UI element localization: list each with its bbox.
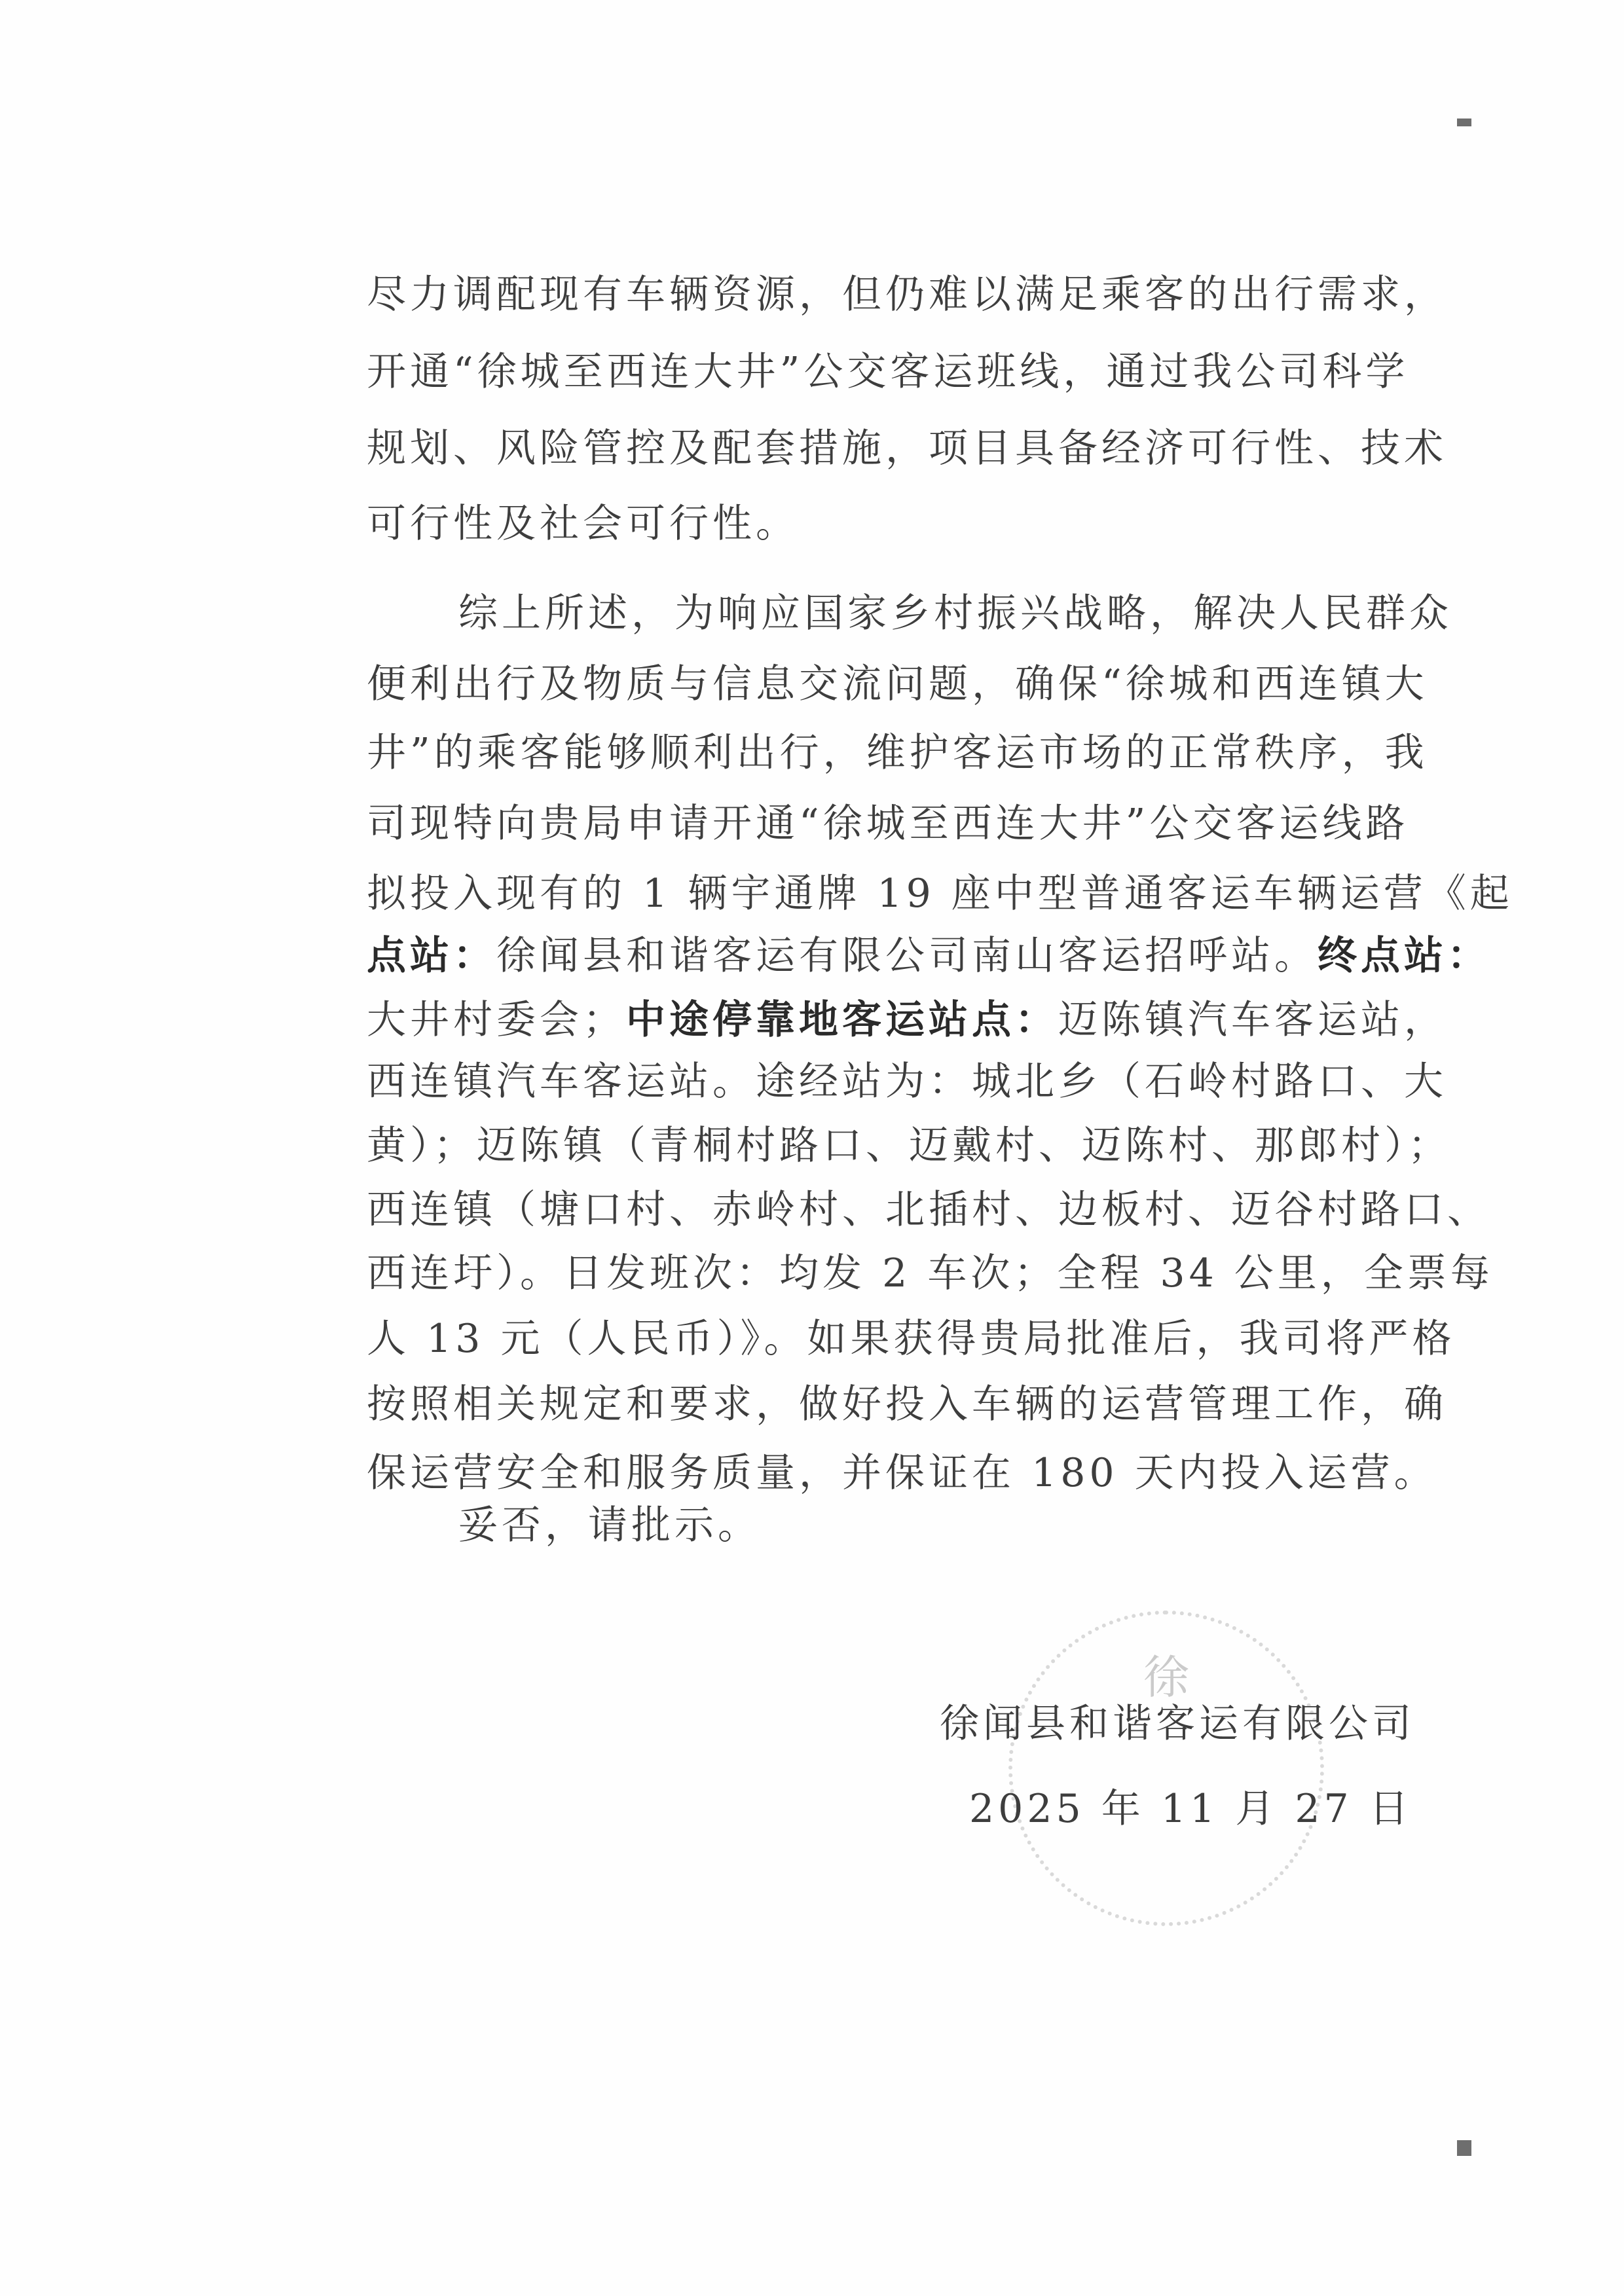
- paragraph-1-line-3: 规划、风险管控及配套措施，项目具备经济可行性、技术: [367, 426, 1447, 471]
- company-seal-stamp: [1008, 1611, 1324, 1926]
- end-station-value: 大井村委会；: [367, 997, 626, 1043]
- paragraph-1-line-4: 可行性及社会可行性。: [367, 501, 799, 547]
- signature-company: 徐闻县和谐客运有限公司: [940, 1701, 1415, 1747]
- paragraph-2-line-14: 保运营安全和服务质量，并保证在 180 天内投入运营。: [367, 1450, 1437, 1496]
- paragraph-2-line-2: 便利出行及物质与信息交流问题，确保“徐城和西连镇大: [367, 661, 1428, 707]
- paragraph-2-line-8: 西连镇汽车客运站。途经站为：城北乡（石岭村路口、大: [367, 1059, 1447, 1104]
- paragraph-2-line-4: 司现特向贵局申请开通“徐城至西连大井”公交客运线路: [367, 801, 1409, 847]
- intermediate-stops-value: 迈陈镇汽车客运站，: [1058, 997, 1447, 1043]
- intermediate-stops-label: 中途停靠地客运站点：: [626, 997, 1058, 1043]
- start-station-value: 徐闻县和谐客运有限公司南山客运招呼站。: [496, 933, 1318, 979]
- paragraph-2-line-9: 黄）；迈陈镇（青桐村路口、迈戴村、迈陈村、那郎村）；: [367, 1123, 1451, 1169]
- paragraph-2-line-12: 人 13 元（人民币）》。如果获得贵局批准后，我司将严格: [367, 1316, 1456, 1362]
- start-station-label: 点站：: [367, 933, 496, 979]
- paragraph-2-line-6: [367, 930, 1490, 982]
- stamp-text: 徐: [1143, 1650, 1189, 1704]
- signature-date: 2025 年 11 月 27 日: [969, 1786, 1412, 1832]
- paragraph-2-line-13: 按照相关规定和要求，做好投入车辆的运营管理工作，确: [367, 1381, 1447, 1427]
- scan-registration-mark-bottom: [1457, 2140, 1471, 2156]
- paragraph-2-line-10: 西连镇（塘口村、赤岭村、北插村、边板村、迈谷村路口、: [367, 1187, 1490, 1233]
- end-station-label: 终点站：: [1318, 933, 1490, 979]
- closing-request: 妥否，请批示。: [458, 1503, 761, 1548]
- paragraph-1-line-2: 开通“徐城至西连大井”公交客运班线，通过我公司科学: [367, 349, 1409, 395]
- paragraph-2-line-1: 综上所述，为响应国家乡村振兴战略，解决人民群众: [458, 591, 1452, 636]
- paragraph-2-line-11: 西连圩）。日发班次：均发 2 车次；全程 34 公里，全票每: [367, 1250, 1494, 1296]
- paragraph-2-line-5: 拟投入现有的 1 辆宇通牌 19 座中型普通客运车辆运营《起: [367, 871, 1513, 917]
- scan-registration-mark-top: [1457, 118, 1471, 126]
- paragraph-2-line-3: 井”的乘客能够顺利出行，维护客运市场的正常秩序，我: [367, 730, 1428, 776]
- paragraph-2-line-7: [367, 994, 1447, 1046]
- paragraph-1-line-1: 尽力调配现有车辆资源，但仍难以满足乘客的出行需求，: [367, 272, 1447, 318]
